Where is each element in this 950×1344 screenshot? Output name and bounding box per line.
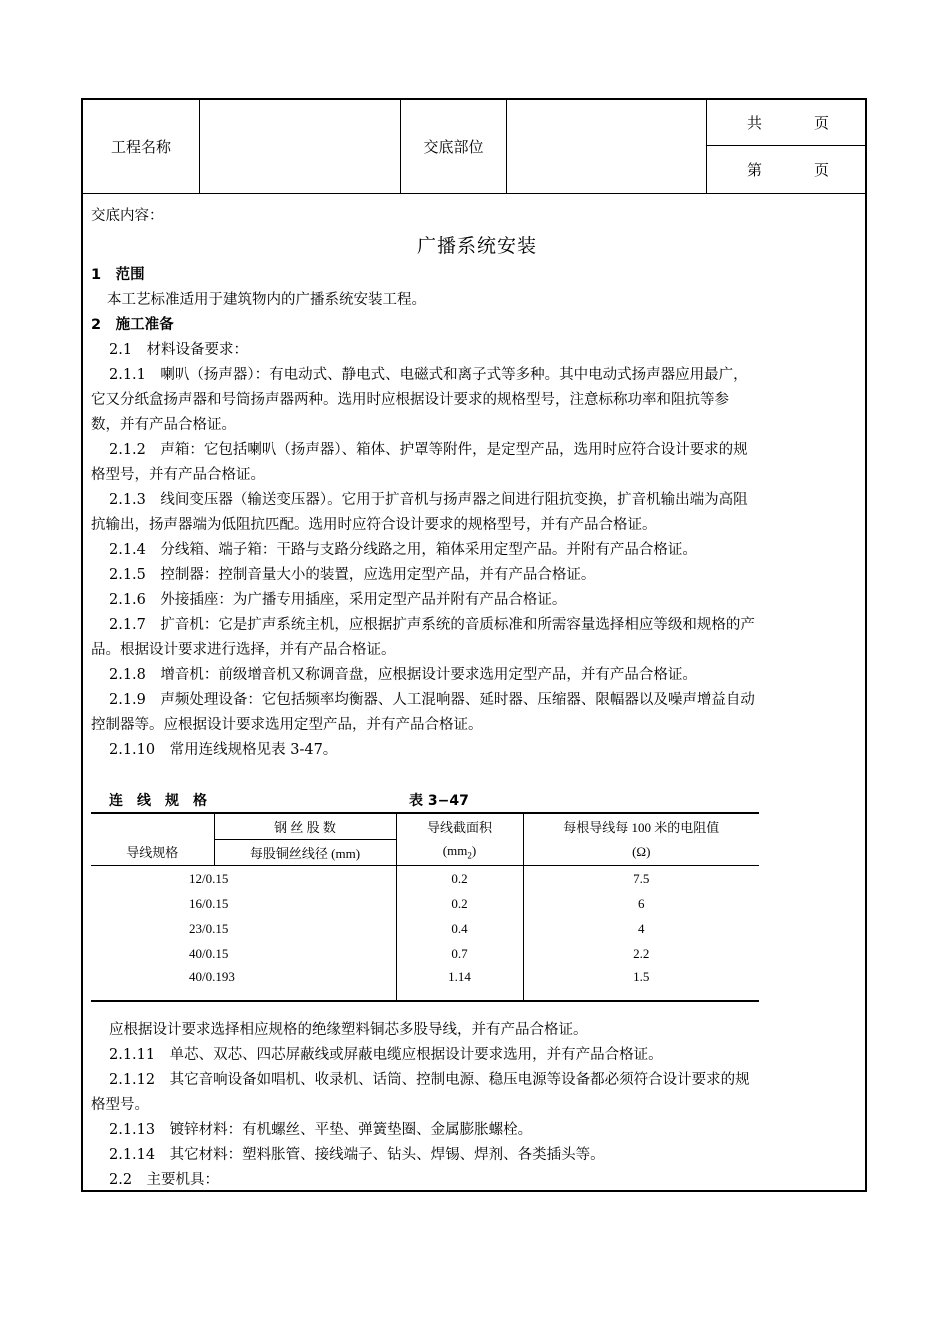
para-2-1-13: 2.1.13 镀锌材料：有机螺丝、平垫、弹簧垫圈、金属膨胀螺栓。 <box>109 1122 533 1138</box>
table-row: 12/0.15 0.2 7.5 <box>91 866 759 892</box>
para-2-1-1-b: 它又分纸盒扬声器和号筒扬声器两种。选用时应根据设计要求的规格型号，注意标称功率和阻抗等参 <box>91 392 729 408</box>
col-header-strands: 钢 丝 股 数 <box>214 813 396 840</box>
para-2-1-6: 2.1.6 外接插座：为广播专用插座，采用定型产品并附有产品合格证。 <box>109 592 567 608</box>
para-after-table: 应根据设计要求选择相应规格的绝缘塑料铜芯多股导线，并有产品合格证。 <box>109 1022 588 1038</box>
content-top <box>91 204 863 763</box>
para-2-1-12-b: 格型号。 <box>91 1097 149 1113</box>
para-2-1-14: 2.1.14 其它材料：塑料胀管、接线端子、钻头、焊锡、焊剂、各类插头等。 <box>109 1147 605 1163</box>
para-2-1-7-b: 品。根据设计要求进行选择，并有产品合格证。 <box>91 642 396 658</box>
total-pages-char2: 页 <box>814 114 830 132</box>
para-2-1-2-b: 格型号，并有产品合格证。 <box>91 467 265 483</box>
handover-part-label: 交底部位 <box>401 100 507 193</box>
para-2-1-9-a: 2.1.9 声频处理设备：它包括频率均衡器、人工混响器、延时器、压缩器、限幅器以及噪声增益自动 <box>109 692 755 708</box>
table-row: 16/0.15 0.2 6 <box>91 891 759 916</box>
col-header-resistance-unit: (Ω) <box>523 840 759 866</box>
section-1-heading: 1 范围 <box>91 267 145 283</box>
handover-part-value <box>507 100 707 193</box>
wire-spec-table <box>91 812 759 1002</box>
para-2-1-1-a: 2.1.1 喇叭（扬声器）：有电动式、静电式、电磁式和离子式等多种。其中电动式扬声器应用最广， <box>109 367 748 383</box>
intro-label: 交底内容： <box>91 208 164 224</box>
total-pages <box>707 100 865 146</box>
para-2-1-12-a: 2.1.12 其它音响设备如唱机、收录机、话筒、控制电源、稳压电源等设备都必须符合设计要求的规 <box>109 1072 750 1088</box>
section-1-text: 本工艺标准适用于建筑物内的广播系统安装工程。 <box>107 292 426 308</box>
para-2-1-8: 2.1.8 增音机：前级增音机又称调音盘，应根据设计要求选用定型产品，并有产品合格证。 <box>109 667 697 683</box>
para-2-1-2-a: 2.1.2 声箱：它包括喇叭（扬声器）、箱体、护罩等附件，是定型产品，选用时应符合设计要求的规 <box>109 442 748 458</box>
page-number-char1: 第 <box>747 161 763 179</box>
col-header-diameter: 每股铜丝线径 (mm) <box>214 840 396 866</box>
col-header-resistance: 每根导线每 100 米的电阻值 <box>523 813 759 840</box>
table-caption-title: 连 线 规 格 <box>109 793 207 809</box>
page-number-char2: 页 <box>814 161 830 179</box>
col-header-area-unit: $(mm_2)$ <box>396 840 523 866</box>
para-2-1-10: 2.1.10 常用连线规格见表 3-47。 <box>109 742 338 758</box>
para-2-1-5: 2.1.5 控制器：控制音量大小的装置，应选用定型产品，并有产品合格证。 <box>109 567 596 583</box>
section-2-heading: 2 施工准备 <box>91 317 174 333</box>
col-header-area: 导线截面积 <box>396 813 523 840</box>
project-name-value <box>200 100 401 193</box>
para-2-1-3-a: 2.1.3 线间变压器（输送变压器）。它用于扩音机与扬声器之间进行阻抗变换，扩音机输出端为高阻 <box>109 492 748 508</box>
para-2-2: 2.2 主要机具： <box>109 1172 220 1188</box>
para-2-1-11: 2.1.11 单芯、双芯、四芯屏蔽线或屏蔽电缆应根据设计要求选用，并有产品合格证。 <box>109 1047 663 1063</box>
para-2-1-3-b: 抗输出，扬声器端为低阻抗匹配。选用时应符合设计要求的规格型号，并有产品合格证。 <box>91 517 657 533</box>
table-row: 40/0.15 0.7 2.2 <box>91 941 759 966</box>
table-row: 23/0.15 0.4 4 <box>91 916 759 941</box>
content-bottom <box>91 1018 863 1193</box>
header-table <box>83 100 865 194</box>
para-2-1-4: 2.1.4 分线箱、端子箱：干路与支路分线路之用，箱体采用定型产品。并附有产品合格证。 <box>109 542 697 558</box>
col-header-spec: 导线规格 <box>91 813 214 866</box>
total-pages-char1: 共 <box>747 114 763 132</box>
table-row: 40/0.193 1.14 1.5 <box>91 966 759 1001</box>
table-caption <box>109 790 469 810</box>
para-2-1-1-c: 数，并有产品合格证。 <box>91 417 236 433</box>
page-number <box>707 146 865 193</box>
document-frame <box>81 98 867 1192</box>
table-number: 表 3−47 <box>409 793 469 809</box>
document-title: 广播系统安装 <box>416 235 537 257</box>
para-2-1-9-b: 控制器等。应根据设计要求选用定型产品，并有产品合格证。 <box>91 717 483 733</box>
project-name-label: 工程名称 <box>83 100 200 193</box>
para-2-1-7-a: 2.1.7 扩音机：它是扩声系统主机，应根据扩声系统的音质标准和所需容量选择相应等级和规格的产 <box>109 617 755 633</box>
para-2-1: 2.1 材料设备要求： <box>109 342 249 358</box>
